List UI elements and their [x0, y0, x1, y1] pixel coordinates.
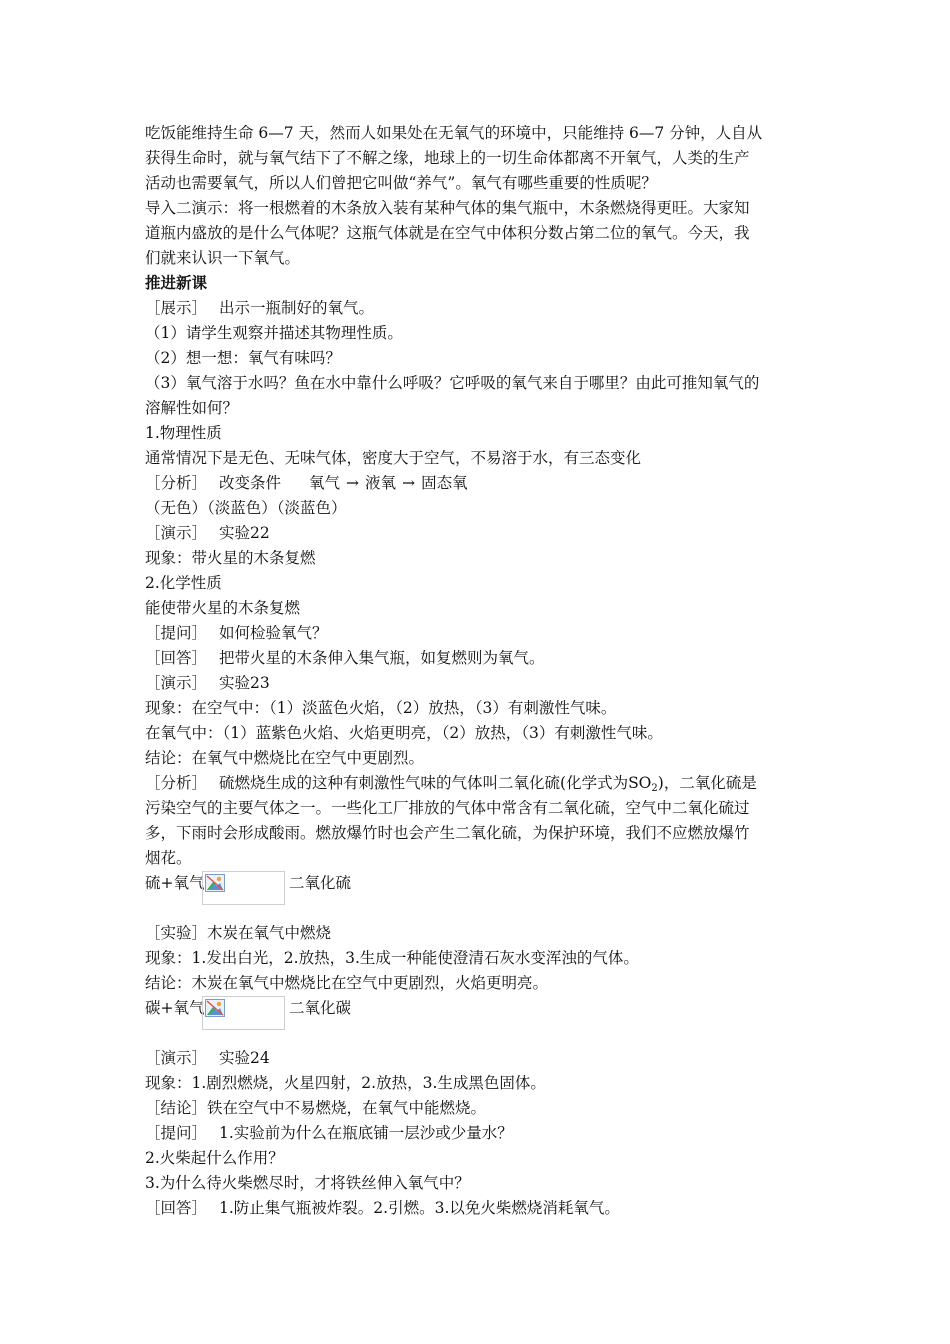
equation-product: 二氧化碳 — [289, 999, 352, 1017]
phenomenon-line: 现象：带火星的木条复燃 — [145, 549, 316, 567]
broken-image-box — [202, 996, 285, 1030]
states-analysis-line — [145, 471, 810, 496]
experiment-tag: ［实验］ — [145, 924, 208, 942]
analysis-line — [145, 771, 810, 796]
intro-line: 获得生命时，就与氧气结下了不解之缘，地球上的一切生命体都离不开氧气，人类的生产 — [145, 149, 750, 167]
analysis-line: 多，下雨时会形成酸雨。燃放爆竹时也会产生二氧化硫，为保护环境，我们不应燃放爆竹 — [145, 824, 750, 842]
show-text: 出示一瓶制好的氧气。 — [219, 299, 375, 317]
intro-line: 道瓶内盛放的是什么气体呢？这瓶气体就是在空气中体积分数占第二位的氧气。今天，我 — [145, 224, 750, 242]
conclusion-line: 结论：在氧气中燃烧比在空气中更剧烈。 — [145, 749, 425, 767]
demo-tag: ［演示］ — [145, 674, 208, 692]
document-page — [145, 121, 810, 1221]
question-line: （3）氧气溶于水吗？鱼在水中靠什么呼吸？它呼吸的氧气来自于哪里？由此可推知氧气的 — [145, 374, 760, 392]
ask-tag: ［提问］ — [145, 624, 208, 642]
show-tag: ［展示］ — [145, 299, 208, 317]
demo-tag: ［演示］ — [145, 524, 208, 542]
intro-line: 们就来认识一下氧气。 — [145, 249, 301, 267]
arrow-icon: → — [346, 474, 360, 492]
equation-reactants: 硫+氧气 — [145, 874, 205, 892]
arrow-icon: → — [402, 474, 416, 492]
state-liquid-oxygen: 液氧 — [365, 474, 397, 492]
intro-line: 活动也需要氧气，所以人们曾把它叫做“养气”。氧气有哪些重要的性质呢？ — [145, 174, 657, 192]
phenomenon-air-line: 现象：在空气中：（1）淡蓝色火焰，（2）放热，（3）有刺激性气味。 — [145, 699, 617, 717]
state-colors: （无色）（淡蓝色）（淡蓝色） — [145, 499, 347, 517]
demo-line — [145, 521, 810, 546]
phenomenon-oxygen-line: 在氧气中：（1）蓝紫色火焰、火焰更明亮，（2）放热，（3）有刺激性气味。 — [145, 724, 663, 742]
intro-line: 导入二演示：将一根燃着的木条放入装有某种气体的集气瓶中，木条燃烧得更旺。大家知 — [145, 199, 750, 217]
experiment-text: 木炭在氧气中燃烧 — [207, 924, 332, 942]
demo-line — [145, 671, 810, 696]
show-line — [145, 296, 810, 321]
analysis-text: 改变条件 — [219, 474, 282, 492]
answer-line — [145, 1196, 810, 1221]
demo-tag: ［演示］ — [145, 1049, 208, 1067]
subscript: 2 — [651, 783, 658, 794]
question-line: 溶解性如何？ — [145, 399, 239, 417]
answer-tag: ［回答］ — [145, 1199, 208, 1217]
intro-line: 吃饭能维持生命 6—7 天，然而人如果处在无氧气的环境中，只能维持 6—7 分钟，人自从 — [145, 124, 763, 142]
demo-line — [145, 1046, 810, 1071]
carbon-equation — [145, 996, 810, 1046]
answer-tag: ［回答］ — [145, 649, 208, 667]
chemical-heading: 2.化学性质 — [145, 574, 222, 592]
conclusion-line: 结论：木炭在氧气中燃烧比在空气中更剧烈，火焰更明亮。 — [145, 974, 549, 992]
broken-image-box — [202, 871, 285, 905]
answer-line — [145, 646, 810, 671]
section-title: 推进新课 — [145, 274, 208, 292]
conclusion-tag: ［结论］ — [145, 1099, 208, 1117]
phenomenon-line: 现象：1.发出白光，2.放热，3.生成一种能使澄清石灰水变浑浊的气体。 — [145, 949, 639, 967]
physical-heading: 1.物理性质 — [145, 424, 222, 442]
question-line: （1）请学生观察并描述其物理性质。 — [145, 324, 403, 342]
equation-reactants: 碳+氧气 — [145, 999, 205, 1017]
ask-line: 2.火柴起什么作用？ — [145, 1149, 284, 1167]
state-oxygen: 氧气 — [309, 474, 341, 492]
ask-line — [145, 621, 810, 646]
ask-text: 1.实验前为什么在瓶底铺一层沙或少量水？ — [219, 1124, 513, 1142]
analysis-line: 烟花。 — [145, 849, 192, 867]
analysis-line: 污染空气的主要气体之一。一些化工厂排放的气体中常含有二氧化硫，空气中二氧化硫过 — [145, 799, 750, 817]
question-line: （2）想一想：氧气有味吗？ — [145, 349, 341, 367]
answer-text: 把带火星的木条伸入集气瓶，如复燃则为氧气。 — [219, 649, 545, 667]
phenomenon-line: 现象：1.剧烈燃烧，火星四射，2.放热，3.生成黑色固体。 — [145, 1074, 546, 1092]
analysis-text: )，二氧化硫是 — [657, 774, 757, 792]
experiment-line — [145, 921, 810, 946]
analysis-text: 硫燃烧生成的这种有刺激性气味的气体叫二氧化硫(化学式为SO — [219, 774, 652, 792]
physical-text: 通常情况下是无色、无味气体，密度大于空气，不易溶于水，有三态变化 — [145, 449, 642, 467]
chemical-text: 能使带火星的木条复燃 — [145, 599, 301, 617]
analysis-tag: ［分析］ — [145, 474, 208, 492]
conclusion-line — [145, 1096, 810, 1121]
demo-text: 实验23 — [219, 674, 270, 692]
equation-product: 二氧化硫 — [289, 874, 352, 892]
ask-tag: ［提问］ — [145, 1124, 208, 1142]
demo-text: 实验24 — [219, 1049, 270, 1067]
analysis-tag: ［分析］ — [145, 774, 208, 792]
broken-image-icon — [205, 999, 225, 1017]
sulfur-equation — [145, 871, 810, 921]
ask-line: 3.为什么待火柴燃尽时，才将铁丝伸入氧气中？ — [145, 1174, 470, 1192]
conclusion-text: 铁在空气中不易燃烧，在氧气中能燃烧。 — [207, 1099, 487, 1117]
ask-line — [145, 1121, 810, 1146]
state-solid-oxygen: 固态氧 — [421, 474, 468, 492]
answer-text: 1.防止集气瓶被炸裂。2.引燃。3.以免火柴燃烧消耗氧气。 — [219, 1199, 620, 1217]
broken-image-icon — [205, 874, 225, 892]
ask-text: 如何检验氧气？ — [219, 624, 328, 642]
demo-text: 实验22 — [219, 524, 270, 542]
